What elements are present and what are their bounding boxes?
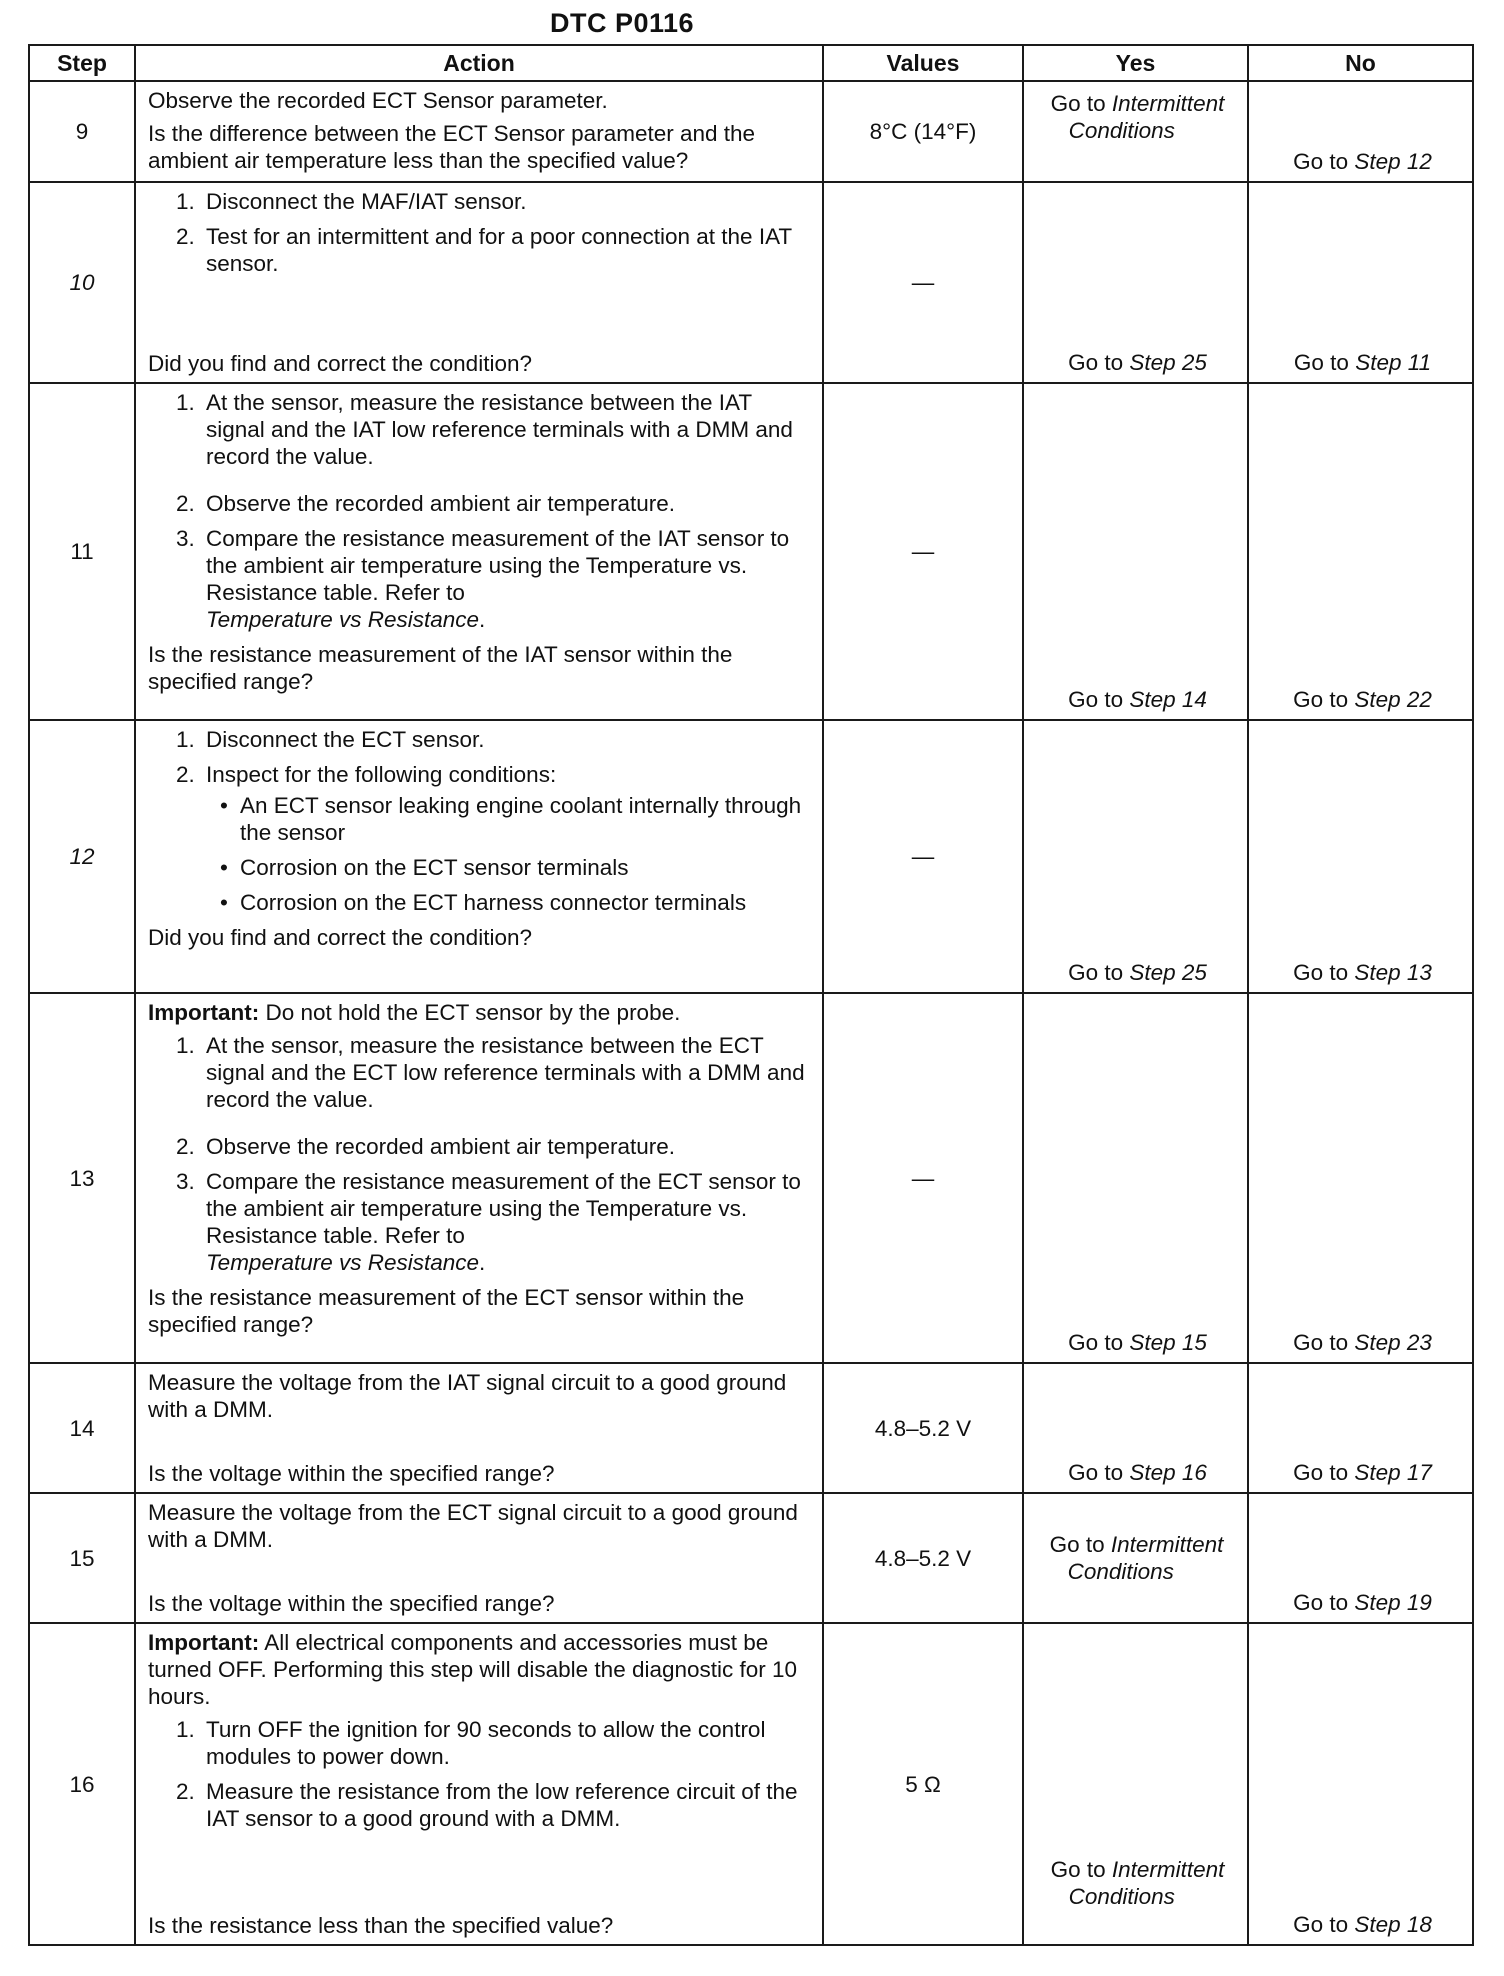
no-goto: Go to: [1293, 687, 1349, 712]
yes-cell: [1023, 81, 1248, 182]
step-number: 9: [29, 81, 135, 182]
yes-cell: [1023, 1493, 1248, 1623]
no-goto: Go to: [1293, 350, 1349, 375]
action-question: Is the resistance less than the specified value?: [148, 1913, 614, 1938]
reference-link[interactable]: Temperature vs Resistance: [206, 1250, 480, 1275]
list-item: 1. At the sensor, measure the resistance between the ECT signal and the ECT low reference terminals with a DMM and record the value.: [176, 1033, 805, 1112]
important-note: Important: All electrical components and accessories must be turned OFF. Performing this step will disable the diagnostic for 10 hours.: [148, 1630, 798, 1709]
action-cell: [135, 720, 823, 993]
value-cell: 5 Ω: [823, 1623, 1023, 1945]
header-row: [29, 45, 1473, 81]
no-cell: [1248, 1493, 1473, 1623]
no-goto: Go to: [1293, 1330, 1349, 1355]
list-item: 1. Disconnect the MAF/IAT sensor.: [176, 189, 527, 214]
important-note: Important: Do not hold the ECT sensor by the probe.: [148, 1000, 681, 1025]
list-item: 3. Compare the resistance measurement of the ECT sensor to the ambient air temperature using the Temperature vs. Resistance table. Refer to Temperature vs Resistance.: [176, 1169, 801, 1275]
step-number: 12: [29, 720, 135, 993]
action-steps: [148, 389, 814, 633]
yes-goto: Go to: [1068, 1460, 1124, 1485]
list-item: • Corrosion on the ECT sensor terminals: [220, 855, 629, 880]
yes-target: Step 16: [1129, 1460, 1207, 1485]
yes-goto: Go to: [1068, 687, 1124, 712]
action-cell: [135, 1493, 823, 1623]
action-cell: [135, 1623, 823, 1945]
list-item: • An ECT sensor leaking engine coolant internally through the sensor: [220, 793, 802, 845]
step-number: 10: [29, 182, 135, 383]
value-cell: —: [823, 383, 1023, 720]
yes-target: Intermittent: [1111, 1857, 1225, 1882]
no-goto: Go to: [1293, 1912, 1349, 1937]
table-row: [29, 1363, 1473, 1493]
no-target: Step 11: [1355, 350, 1432, 375]
header-values: Values: [823, 45, 1023, 81]
reference-link[interactable]: Temperature vs Resistance: [206, 607, 480, 632]
action-question: Is the difference between the ECT Sensor parameter and the ambient air temperature less than the specified value?: [148, 121, 756, 173]
no-cell: [1248, 182, 1473, 383]
yes-cell: [1023, 383, 1248, 720]
value-cell: 8°C (14°F): [823, 81, 1023, 182]
step-number: 14: [29, 1363, 135, 1493]
yes-target-cont: Conditions: [1068, 118, 1175, 143]
list-item: • Corrosion on the ECT harness connector terminals: [220, 890, 747, 915]
header-action: Action: [135, 45, 823, 81]
list-item: 3. Compare the resistance measurement of the IAT sensor to the ambient air temperature using the Temperature vs. Resistance table. Refer to Temperature vs Resistance.: [176, 526, 790, 632]
action-cell: [135, 383, 823, 720]
action-steps: [148, 1032, 814, 1276]
page-title: DTC P0116: [549, 8, 695, 38]
action-steps: [148, 726, 814, 788]
value-cell: —: [823, 993, 1023, 1363]
no-goto: Go to: [1293, 1590, 1349, 1615]
value-cell: —: [823, 182, 1023, 383]
yes-cell: [1023, 720, 1248, 993]
yes-goto: Go to: [1050, 91, 1106, 116]
header-step: Step: [29, 45, 135, 81]
list-item: 2. Inspect for the following conditions:: [176, 762, 557, 787]
no-target: Step 19: [1354, 1590, 1432, 1615]
no-target: Step 22: [1354, 687, 1432, 712]
action-steps: [148, 1716, 814, 1832]
no-target: Step 12: [1354, 149, 1432, 174]
no-cell: [1248, 720, 1473, 993]
yes-target: Step 15: [1129, 1330, 1207, 1355]
action-cell: [135, 182, 823, 383]
yes-goto: Go to: [1068, 960, 1124, 985]
yes-target-cont: Conditions: [1067, 1559, 1174, 1584]
action-question: Is the resistance measurement of the ECT sensor within the specified range?: [148, 1285, 745, 1337]
table-row: [29, 383, 1473, 720]
action-question: Is the resistance measurement of the IAT sensor within the specified range?: [148, 642, 733, 694]
list-item: 1. Disconnect the ECT sensor.: [176, 727, 485, 752]
value-cell: 4.8–5.2 V: [823, 1493, 1023, 1623]
no-cell: [1248, 81, 1473, 182]
yes-target: Step 14: [1129, 687, 1207, 712]
action-question: Did you find and correct the condition?: [148, 925, 532, 950]
no-goto: Go to: [1293, 1460, 1349, 1485]
list-item: 2. Observe the recorded ambient air temperature.: [176, 491, 675, 516]
table-row: [29, 182, 1473, 383]
action-steps: [148, 188, 814, 285]
action-cell: [135, 1363, 823, 1493]
no-cell: [1248, 1363, 1473, 1493]
step-number: 15: [29, 1493, 135, 1623]
action-cell: [135, 81, 823, 182]
table-row: [29, 81, 1473, 182]
yes-target: Intermittent: [1111, 91, 1225, 116]
yes-goto: Go to: [1050, 1857, 1106, 1882]
value-cell: 4.8–5.2 V: [823, 1363, 1023, 1493]
yes-cell: [1023, 1623, 1248, 1945]
step-number: 16: [29, 1623, 135, 1945]
yes-cell: [1023, 1363, 1248, 1493]
yes-goto: Go to: [1068, 350, 1124, 375]
condition-list: [148, 792, 814, 916]
list-item: 2. Measure the resistance from the low reference circuit of the IAT sensor to a good ground with a DMM.: [176, 1779, 798, 1831]
table-row: [29, 720, 1473, 993]
step-number: 13: [29, 993, 135, 1363]
yes-target: Step 25: [1129, 350, 1207, 375]
step-number: 11: [29, 383, 135, 720]
header-yes: Yes: [1023, 45, 1248, 81]
action-cell: [135, 993, 823, 1363]
no-target: Step 17: [1354, 1460, 1432, 1485]
action-question: Is the voltage within the specified range?: [148, 1591, 555, 1616]
yes-goto: Go to: [1068, 1330, 1124, 1355]
no-target: Step 18: [1354, 1912, 1432, 1937]
yes-target: Intermittent: [1110, 1532, 1224, 1557]
no-cell: [1248, 383, 1473, 720]
action-question: Is the voltage within the specified range?: [148, 1461, 555, 1486]
no-cell: [1248, 993, 1473, 1363]
table-row: [29, 993, 1473, 1363]
yes-cell: [1023, 993, 1248, 1363]
list-item: 1. Turn OFF the ignition for 90 seconds to allow the control modules to power down.: [176, 1717, 766, 1769]
list-item: 1. At the sensor, measure the resistance between the IAT signal and the IAT low reference terminals with a DMM and record the value.: [176, 390, 793, 469]
no-goto: Go to: [1293, 149, 1349, 174]
table-row: [29, 1623, 1473, 1945]
yes-goto: Go to: [1049, 1532, 1105, 1557]
no-cell: [1248, 1623, 1473, 1945]
header-no: No: [1248, 45, 1473, 81]
yes-cell: [1023, 182, 1248, 383]
table-row: [29, 1493, 1473, 1623]
no-goto: Go to: [1293, 960, 1349, 985]
yes-target-cont: Conditions: [1068, 1884, 1175, 1909]
list-item: 2. Test for an intermittent and for a poor connection at the IAT sensor.: [176, 224, 792, 276]
no-target: Step 23: [1354, 1330, 1432, 1355]
action-text: Measure the voltage from the ECT signal circuit to a good ground with a DMM.: [148, 1500, 798, 1552]
diagnostic-table: [28, 44, 1474, 1946]
action-text: Observe the recorded ECT Sensor parameter.: [148, 88, 608, 113]
no-target: Step 13: [1354, 960, 1432, 985]
value-cell: —: [823, 720, 1023, 993]
action-question: Did you find and correct the condition?: [148, 351, 532, 376]
list-item: 2. Observe the recorded ambient air temperature.: [176, 1134, 675, 1159]
action-text: Measure the voltage from the IAT signal circuit to a good ground with a DMM.: [148, 1370, 787, 1422]
yes-target: Step 25: [1129, 960, 1207, 985]
